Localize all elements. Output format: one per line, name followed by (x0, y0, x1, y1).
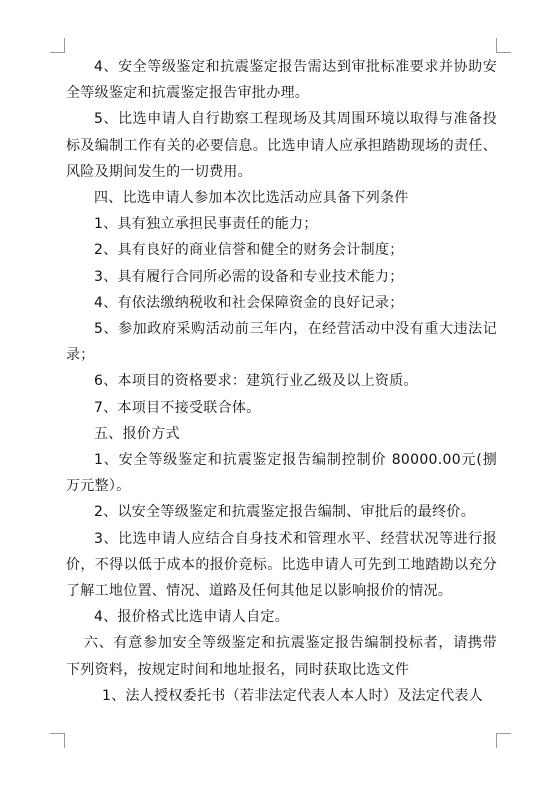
margin-corner-top-left (50, 38, 65, 53)
section-heading: 六、有意参加安全等级鉴定和抗震鉴定报告编制投标者，请携带下列资料，按规定时间和地址报名，同时获取比选文件 (66, 635, 497, 678)
section-heading: 五、报价方式 (94, 425, 180, 442)
document-body (66, 54, 497, 709)
paragraph: 2、具有良好的商业信誉和健全的财务会计制度； (94, 242, 404, 259)
paragraph: 5、比选申请人自行勘察工程现场及其周围环境以取得与准备投标及编制工作有关的必要信息。比选申请人应承担踏勘现场的责任、风险及期间发生的一切费用。 (66, 111, 497, 180)
paragraph: 7、本项目不接受联合体。 (94, 399, 261, 416)
margin-corner-bottom-left (50, 733, 65, 748)
paragraph: 6、本项目的资格要求：建筑行业乙级及以上资质。 (94, 373, 418, 390)
paragraph: 4、有依法缴纳税收和社会保障资金的良好记录； (94, 294, 404, 311)
paragraph: 1、安全等级鉴定和抗震鉴定报告编制控制价 80000.00元(捌万元整）。 (66, 452, 497, 495)
paragraph: 4、报价格式比选申请人自定。 (94, 609, 290, 626)
paragraph: 2、以安全等级鉴定和抗震鉴定报告编制、审批后的最终价。 (94, 504, 476, 521)
paragraph: 5、参加政府采购活动前三年内，在经营活动中没有重大违法记录； (66, 321, 497, 364)
section-heading: 四、比选申请人参加本次比选活动应具备下列条件 (94, 190, 409, 207)
paragraph: 3、具有履行合同所必需的设备和专业技术能力； (94, 268, 404, 285)
margin-corner-bottom-right (496, 733, 511, 748)
paragraph: 1、法人授权委托书（若非法定代表人本人时）及法定代表人 (102, 687, 484, 704)
paragraph: 1、具有独立承担民事责任的能力； (94, 216, 318, 233)
paragraph: 4、安全等级鉴定和抗震鉴定报告需达到审批标准要求并协助安全等级鉴定和抗震鉴定报告审批办理。 (66, 59, 497, 102)
margin-corner-top-right (496, 38, 511, 53)
paragraph: 3、比选申请人应结合自身技术和管理水平、经营状况等进行报价，不得以低于成本的报价竞标。比选申请人可先到工地踏勘以充分了解工地位置、情况、道路及任何其他足以影响报价的情况。 (66, 530, 497, 600)
